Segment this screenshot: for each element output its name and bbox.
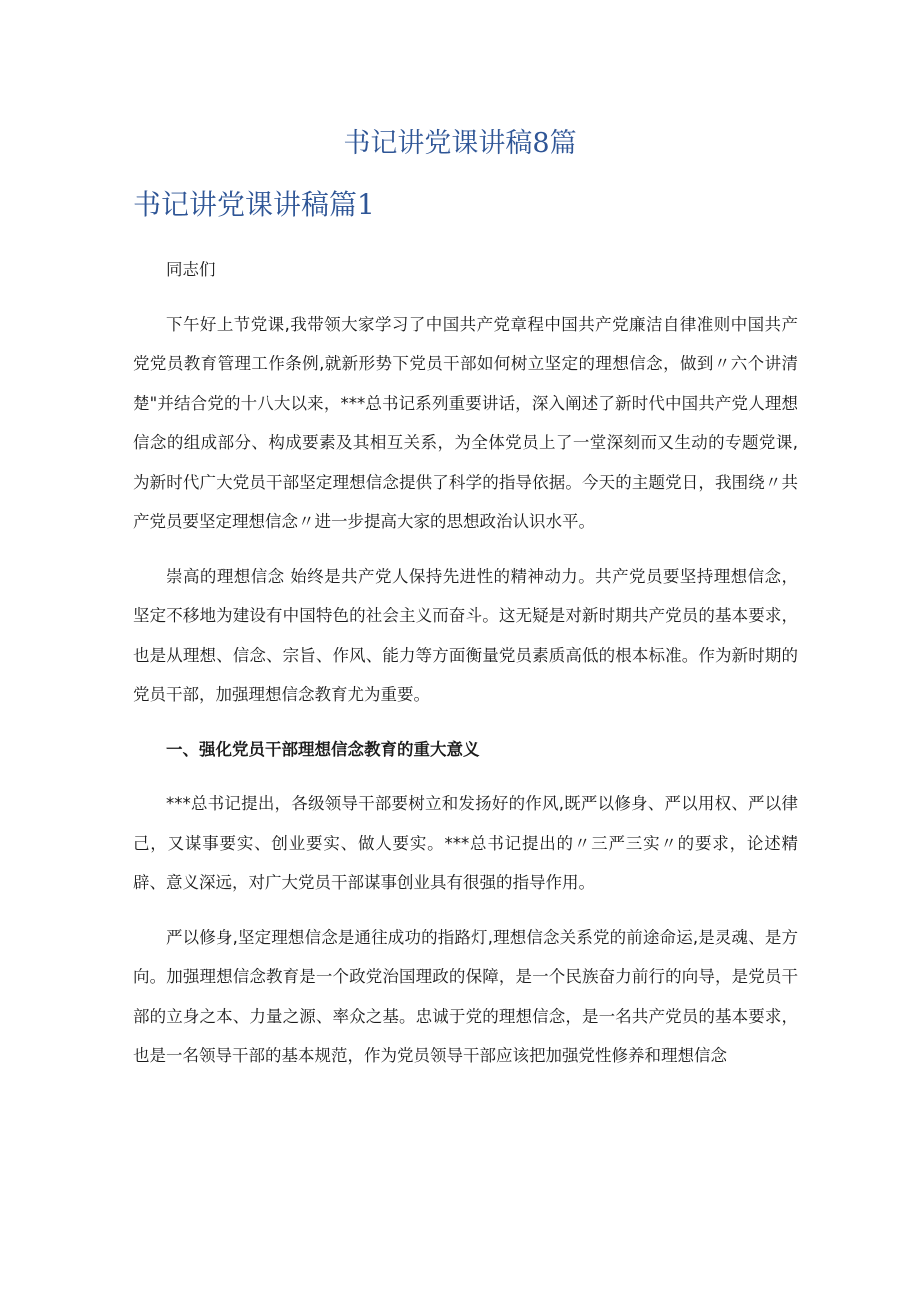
body-paragraph: 下午好上节党课,我带领大家学习了中国共产党章程中国共产党廉洁自律准则中国共产党党员教育管理工作条例,就新形势下党员干部如何树立坚定的理想信念，做到〃六个讲清楚"并结合党的十八大以来，***总书记系列重要讲话，深入阐述了新时代中国共产党人理想信念的组成部分、构成要素及其相互关系，为全体党员上了一堂深刻而又生动的专题党课,为新时代广大党员干部坚定理想信念提供了科学的指导依据。今天的主题党日，我围绕〃共产党员要坚定理想信念〃进一步提高大家的思想政治认识水平。 xyxy=(133,314,798,531)
body-paragraph: 崇高的理想信念 始终是共产党人保持先进性的精神动力。共产党员要坚持理想信念，坚定不移地为建设有中国特色的社会主义而奋斗。这无疑是对新时期共产党员的基本要求，也是从理想、信念、宗旨、作风、能力等方面衡量党员素质高低的根本标准。作为新时期的党员干部，加强理想信念教育尤为重要。 xyxy=(133,566,798,704)
section-title: 书记讲党课讲稿篇1 xyxy=(133,188,375,221)
document-title: 书记讲党课讲稿8篇 xyxy=(343,128,577,159)
salutation: 同志们 xyxy=(166,260,216,279)
body-paragraph: ***总书记提出，各级领导干部要树立和发扬好的作风,既严以修身、严以用权、严以律己，又谋事要实、创业要实、做人要实。***总书记提出的〃三严三实〃的要求，论述精辟、意义深远，对广大党员干部谋事创业具有很强的指导作用。 xyxy=(133,794,798,892)
section-heading: 一、强化党员干部理想信念教育的重大意义 xyxy=(166,739,480,759)
document-body xyxy=(133,250,798,1091)
body-paragraph: 严以修身,坚定理想信念是通往成功的指路灯,理想信念关系党的前途命运,是灵魂、是方向。加强理想信念教育是一个政党治国理政的保障，是一个民族奋力前行的向导，是党员干部的立身之本、力量之源、率众之基。忠诚于党的理想信念，是一名共产党员的基本要求，也是一名领导干部的基本规范，作为党员领导干部应该把加强党性修养和理想信念 xyxy=(133,927,798,1065)
